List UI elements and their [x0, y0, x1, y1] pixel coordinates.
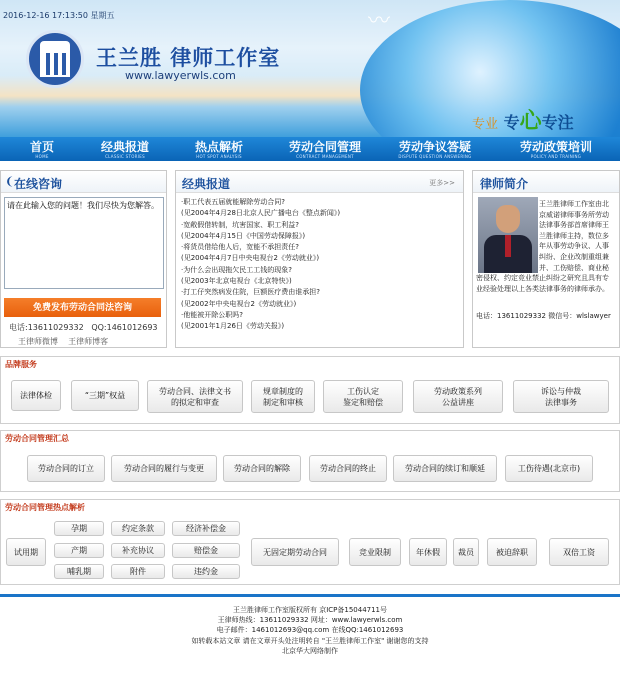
nav-sublabel: CONTRACT MANAGEMENT [296, 154, 354, 159]
section-title: 品牌服务 [5, 360, 37, 369]
nav-contract-management[interactable] [286, 138, 364, 159]
service-button[interactable]: 法律体检 [11, 380, 61, 411]
lawyer-wechat: 微信号：wlslawyer [548, 312, 611, 320]
section-title: 劳动合同管理汇总 [5, 434, 69, 443]
nav-dispute-qa[interactable] [390, 138, 480, 159]
hot-button[interactable]: 年休假 [409, 538, 447, 566]
panel-title: 在线咨询 [14, 177, 63, 191]
hot-button[interactable]: 约定条款 [111, 521, 165, 536]
footer-line: 王律师热线：13611029332 网址：www.lawyerwls.com [217, 616, 403, 625]
list-item[interactable]: ·将货员借给他人后，宽能不承担责任? [181, 243, 299, 252]
service-button[interactable]: 劳动政策系列 公益讲座 [413, 380, 503, 413]
pillar-icon [54, 53, 58, 75]
nav-policy-training[interactable] [518, 138, 594, 159]
site-footer [0, 605, 620, 656]
datetime-display: 2016-12-16 17:13:50 星期五 [3, 11, 115, 20]
service-button[interactable]: 劳动合同、法律文书 的拟定和审查 [147, 380, 243, 413]
list-item[interactable]: (见2001年1月26日《劳动关报》) [181, 322, 285, 331]
panel-title: 经典报道 [182, 177, 231, 191]
list-item[interactable]: (见2004年4月15日《中国劳动保障报》) [181, 231, 306, 240]
news-panel [175, 170, 464, 348]
blog-link[interactable]: 王律师博客 [68, 337, 109, 346]
slogan-part: 专注 [541, 113, 574, 132]
nav-label: 劳动争议答疑 [398, 140, 471, 154]
service-button[interactable]: 工伤认定 鉴定和赔偿 [323, 380, 403, 413]
hot-button[interactable]: 裁员 [453, 538, 479, 566]
list-item[interactable]: ·打工仔突然病发住院，巨额医疗费由谁承担? [181, 288, 320, 297]
footer-line: 电子邮件：1461012693@qq.com 在线QQ:1461012693 [216, 626, 404, 635]
consult-links [18, 336, 108, 347]
hot-button[interactable]: 竞业限制 [349, 538, 401, 566]
seagull-icon: 〰 [368, 9, 391, 34]
contract-summary-section [0, 430, 620, 492]
nav-label: 经典报道 [100, 140, 149, 154]
lawyers-association-logo [26, 30, 84, 88]
hot-button[interactable]: 经济补偿金 [172, 521, 240, 536]
hot-analysis-section [0, 499, 620, 585]
nav-label: 劳动合同管理 [288, 140, 361, 154]
chat-icon: ❨ [5, 175, 15, 188]
list-item[interactable]: ·宽敞假借转制，坑害国家、职工利益? [181, 220, 299, 229]
consult-phone: 电话:13611029332 [9, 323, 84, 332]
main-nav [0, 137, 620, 161]
contract-button[interactable]: 劳动合同的解除 [223, 455, 301, 482]
photo-spacer [476, 199, 539, 273]
consult-qq: QQ:1461012693 [91, 323, 158, 332]
site-header [0, 0, 620, 137]
service-button[interactable]: 规章制度的 制定和审核 [251, 380, 315, 413]
list-item[interactable]: ·他能被开除公职吗? [181, 310, 243, 319]
news-list[interactable] [181, 197, 443, 349]
slogan [472, 104, 574, 135]
site-title: 王兰胜 律师工作室 [96, 46, 281, 70]
consult-contacts [9, 322, 158, 333]
footer-line: 如转载本站文章 请在文章开头处注明转自 "王兰胜律师工作室" 谢谢您的支持 [191, 636, 429, 645]
hot-button[interactable]: 违约金 [172, 564, 240, 579]
nav-home[interactable] [22, 138, 62, 159]
site-url[interactable]: www.lawyerwls.com [125, 69, 236, 82]
nav-label: 热点解析 [194, 140, 243, 154]
slogan-part: 专 [503, 113, 520, 132]
contract-button[interactable]: 劳动合同的订立 [27, 455, 105, 482]
online-consult-panel [0, 170, 167, 348]
service-button[interactable]: 诉讼与仲裁 法律事务 [513, 380, 609, 413]
hot-button[interactable]: 哺乳期 [54, 564, 104, 579]
contract-button[interactable]: 劳动合同的履行与变更 [111, 455, 217, 482]
list-item[interactable]: ·职工代表五届就能解除劳动合同? [181, 198, 285, 206]
weibo-link[interactable]: 王律师微博 [18, 337, 58, 346]
brand-services-section [0, 356, 620, 424]
service-button[interactable]: “三期”权益 [71, 380, 139, 411]
nav-sublabel: HOT SPOT ANALYSIS [196, 154, 242, 159]
free-consult-button[interactable]: 免费发布劳动合同法咨询 [4, 298, 161, 317]
slogan-heart: 心 [519, 109, 542, 134]
slogan-part: 专业 [472, 117, 499, 132]
contract-button[interactable]: 劳动合同的续订和顺延 [393, 455, 497, 482]
lawyer-bio [476, 199, 614, 325]
panel-header [176, 171, 463, 193]
footer-line: 王兰胜律师工作室版权所有 京ICP备15044711号 [232, 606, 388, 614]
nav-sublabel: DISPUTE QUESTION ANSWERING [398, 154, 472, 159]
list-item[interactable]: ·为什么会出现拖欠民工工钱的现象? [181, 265, 292, 274]
nav-label: 首页 [29, 140, 54, 154]
footer-line: 北京华大网络制作 [282, 646, 338, 655]
lawyer-phone: 电话：13611029332 [476, 312, 546, 320]
nav-sublabel: CLASSIC STORIES [105, 154, 145, 159]
panel-header [473, 171, 619, 193]
hot-button[interactable]: 附件 [111, 564, 165, 579]
contract-button[interactable]: 劳动合同的终止 [309, 455, 387, 482]
consult-question-input[interactable] [4, 197, 164, 289]
contract-button[interactable]: 工伤待遇(北京市) [505, 455, 593, 482]
nav-hot-spot[interactable] [186, 138, 252, 159]
pillar-icon [46, 53, 50, 75]
nav-sublabel: POLICY AND TRAINING [530, 154, 582, 159]
hot-button[interactable]: 无固定期劳动合同 [251, 538, 339, 566]
nav-classic-stories[interactable] [95, 138, 155, 159]
lawyer-contact [476, 311, 611, 321]
section-title: 劳动合同管理热点解析 [5, 503, 85, 512]
hot-button[interactable]: 试用期 [6, 538, 46, 566]
hot-button[interactable]: 被迫辞职 [487, 538, 537, 566]
list-item[interactable]: (见2004年4月7日中央电视台2《劳动就业》) [181, 254, 320, 263]
pillar-icon [62, 53, 66, 75]
hot-button[interactable]: 产期 [54, 543, 104, 558]
nav-label: 劳动政策培训 [519, 140, 592, 154]
bio-text: 王兰胜律师工作室由北京威诺律师事务所劳动法律事务部首席律师王兰胜律师主持，数位多年从事劳动争议、人事纠纷、企业改制重组兼并、工伤赔偿、商业秘密侵权、约定竞业禁止纠纷之研究且具有专业经验处理以上各类法律事务的律师承办。 [476, 200, 609, 293]
list-item[interactable]: (见2003年北京电视台《北京特快》) [181, 277, 292, 286]
hot-button[interactable]: 补充协议 [111, 543, 165, 558]
hot-button[interactable]: 双倍工资 [549, 538, 609, 566]
lawyer-profile-panel [472, 170, 620, 348]
list-item[interactable]: (见2004年4月28日北京人民广播电台《整点新闻》) [181, 209, 341, 218]
hot-button[interactable]: 赔偿金 [172, 543, 240, 558]
panel-header [1, 171, 166, 193]
panel-title: 律师简介 [480, 177, 529, 191]
hot-button[interactable]: 孕期 [54, 521, 104, 536]
list-item[interactable]: (见2002年中央电视台2《劳动就业》) [181, 299, 297, 308]
nav-sublabel: HOME [35, 154, 49, 159]
footer-divider [0, 594, 620, 597]
more-link[interactable]: 更多>> [429, 179, 455, 187]
